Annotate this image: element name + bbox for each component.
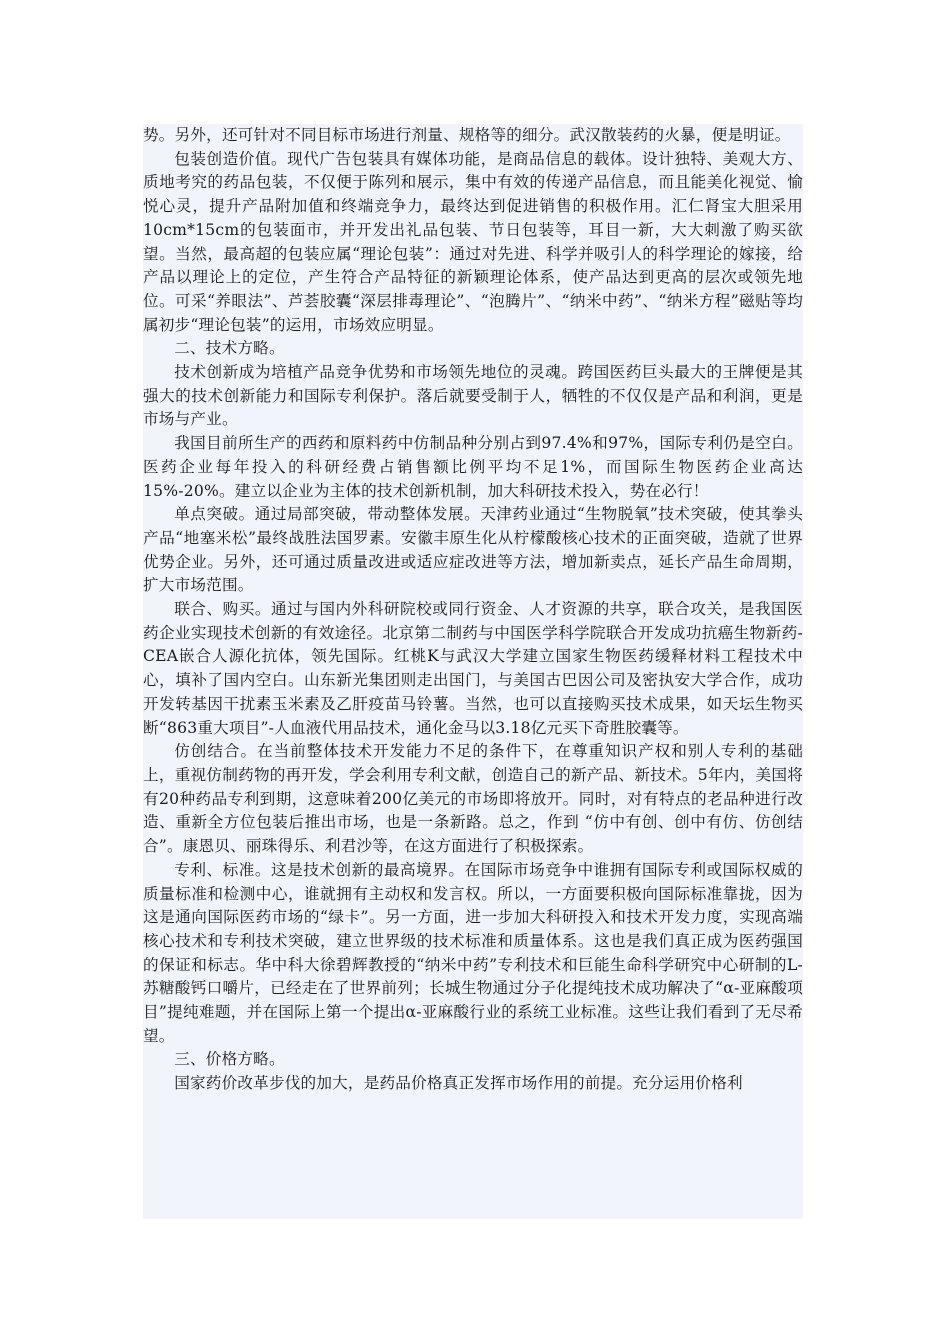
paragraph: 势。另外，还可针对不同目标市场进行剂量、规格等的细分。武汉散装药的火暴，便是明证。	[143, 126, 791, 144]
paragraph: 专利、标准。这是技术创新的最高境界。在国际市场竞争中谁拥有国际专利或国际权威的质量标准和检测中心，谁就拥有主动权和发言权。所以，一方面要积极向国际标准靠拢，因为这是通向国际医药市场的“绿卡”。另一方面，进一步加大科研投入和技术开发力度，实现高端核心技术和专利技术突破，建立世界级的技术标准和质量体系。这也是我们真正成为医药强国的保证和标志。华中科大徐碧辉教授的“纳米中药”专利技术和巨能生命科学研究中心研制的L-苏糖酸钙口嚼片，已经走在了世界前列；长城生物通过分子化提纯技术成功解决了“α-亚麻酸项目”提纯难题，并在国际上第一个提出α-亚麻酸行业的系统工业标准。这些让我们看到了无尽希望。	[143, 860, 803, 1045]
paragraph: 联合、购买。通过与国内外科研院校或同行资金、人才资源的共享，联合攻关，是我国医药企业实现技术创新的有效途径。北京第二制药与中国医学科学院联合开发成功抗癌生物新药-CEA嵌合人源化抗体，领先国际。红桃K与武汉大学建立国家生物医药缓释材料工程技术中心，填补了国内空白。山东新光集团则走出国门，与美国古巴因公司及密执安大学合作，成功开发转基因干扰素玉米素及乙肝疫苗马铃薯。当然，也可以直接购买技术成果，如天坛生物买断“863重大项目”-人血液代用品技术，通化金马以3.18亿元买下奇胜胶囊等。	[143, 600, 803, 737]
paragraph: 国家药价改革步伐的加大，是药品价格真正发挥市场作用的前提。充分运用价格利	[174, 1074, 743, 1093]
paragraph: 包装创造价值。现代广告包装具有媒体功能，是商品信息的载体。设计独特、美观大方、质地考究的药品包装，不仅便于陈列和展示，集中有效的传递产品信息，而且能美化视觉、愉悦心灵，提升产品附加值和终端竞争力，最终达到促进销售的积极作用。汇仁肾宝大胆采用10cm*15cm的包装面市，并开发出礼品包装、节日包装等，耳目一新，大大刺激了购买欲望。当然，最高超的包装应属“理论包装”：通过对先进、科学并吸引人的科学理论的嫁接，给产品以理论上的定位，产生符合产品特征的新颖理论体系，使产品达到更高的层次或领先地位。可采“养眼法”、芦荟胶囊“深层排毒理论”、“泡腾片”、“纳米中药”、“纳米方程”磁贴等均属初步“理论包装”的运用，市场效应明显。	[143, 149, 803, 334]
section-heading: 三、价格方略。	[174, 1050, 285, 1069]
paragraph: 单点突破。通过局部突破，带动整体发展。天津药业通过“生物脱氧”技术突破，使其拳头产品“地塞米松”最终战胜法国罗素。安徽丰原生化从柠檬酸核心技术的正面突破，造就了世界优势企业。另外，还可通过质量改进或适应症改进等方法，增加新卖点，延长产品生命周期，扩大市场范围。	[143, 505, 803, 595]
text-block	[143, 124, 803, 1219]
section-heading: 二、技术方略。	[174, 339, 285, 358]
paragraph: 我国目前所生产的西药和原料药中仿制品种分别占到97.4%和97%，国际专利仍是空白。医药企业每年投入的科研经费占销售额比例平均不足1%，而国际生物医药企业高达15%-20%。建立以企业为主体的技术创新机制，加大科研技术投入，势在必行！	[143, 434, 803, 500]
paragraph: 仿创结合。在当前整体技术开发能力不足的条件下，在尊重知识产权和别人专利的基础上，重视仿制药物的再开发，学会利用专利文献，创造自己的新产品、新技术。5年内，美国将有20种药品专利到期，这意味着200亿美元的市场即将放开。同时，对有特点的老品种进行改造、重新全方位包装后推出市场，也是一条新路。总之，作到 “仿中有创、创中有仿、仿创结合”。康恩贝、丽珠得乐、利君沙等，在这方面进行了积极探索。	[143, 742, 803, 856]
paragraph: 技术创新成为培植产品竞争优势和市场领先地位的灵魂。跨国医药巨头最大的王牌便是其强大的技术创新能力和国际专利保护。落后就要受制于人，牺牲的不仅仅是产品和利润，更是市场与产业。	[143, 363, 803, 429]
